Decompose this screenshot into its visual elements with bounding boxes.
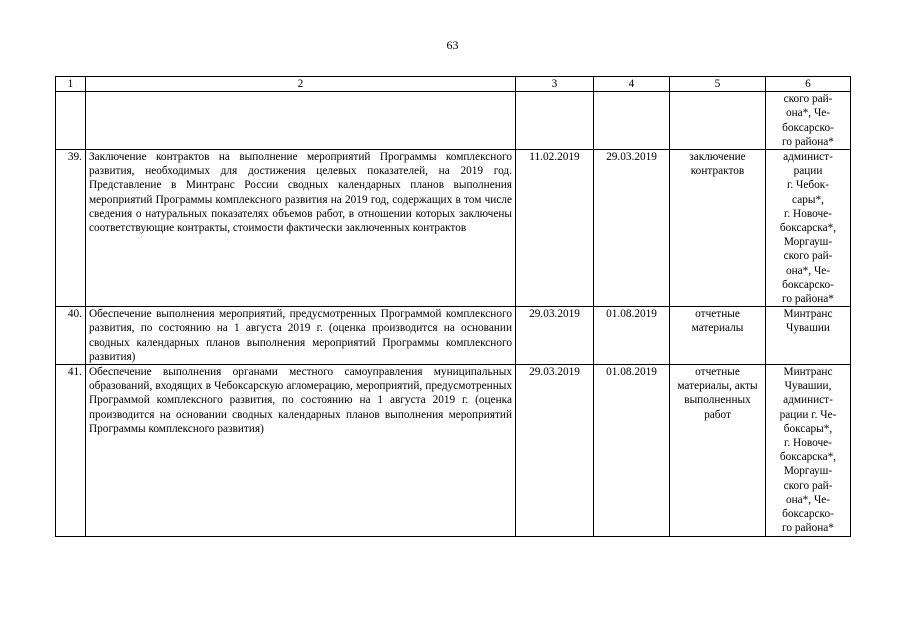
responsible-cell — [766, 150, 851, 307]
table-row — [56, 307, 851, 365]
responsible-line: она*, Че- — [785, 493, 831, 506]
responsible-cell — [766, 307, 851, 365]
completion-form: отчетные материалы, акты выполненных работ — [670, 365, 766, 536]
start-date: 29.03.2019 — [516, 365, 594, 536]
table-row — [56, 365, 851, 536]
end-date-cell — [594, 92, 670, 150]
responsible-line: админист- — [783, 394, 833, 407]
end-date: 29.03.2019 — [594, 150, 670, 307]
responsible-line: ского рай- — [783, 250, 833, 263]
responsible-line: боксарско- — [782, 508, 834, 521]
responsible-line: админист- — [783, 151, 833, 164]
column-header: 4 — [594, 77, 670, 92]
completion-form: отчетные материалы — [670, 307, 766, 365]
responsible-line: боксарска*, — [779, 222, 837, 235]
page-number: 63 — [446, 38, 459, 52]
plan-table — [55, 76, 851, 537]
row-text-cell — [86, 92, 516, 150]
table-row-continuation — [56, 92, 851, 150]
column-header: 2 — [86, 77, 516, 92]
responsible-line: ского рай- — [783, 93, 833, 106]
column-header: 5 — [670, 77, 766, 92]
activity-description: Обеспечение выполнения мероприятий, предусмотренных Программой комплексного развития, по состоянию на 1 августа 2019 г. (оценка производится на основании сводных календарных планов выполнения мероприятий Программы комплексного развития) — [86, 307, 516, 365]
row-number-cell — [56, 92, 86, 150]
responsible-line: Моргауш- — [783, 465, 833, 478]
responsible-cell — [766, 365, 851, 536]
responsible-line: го района* — [782, 135, 834, 148]
completion-form: заключение контрактов — [670, 150, 766, 307]
start-date: 29.03.2019 — [516, 307, 594, 365]
responsible-line: Минтранс — [783, 366, 833, 379]
column-header: 6 — [766, 77, 851, 92]
responsible-line: Минтранс — [783, 308, 833, 321]
column-header-row — [56, 77, 851, 92]
responsible-line: ского рай- — [783, 479, 833, 492]
responsible-line: Чувашии, — [784, 380, 832, 393]
activity-description: Заключение контрактов на выполнение мероприятий Программы комплексного развития, необходимых для достижения целевых показателей, на 2019 год. Представление в Минтранс России сводных календарных планов выполнения мероприятий Программы комплексного развития на 2019 год, содержащих в том числе сведения о натуральных показателях объемов работ, в отношении которых заключены соответствующие контракты, стоимости фактически заключенных контрактов — [86, 150, 516, 307]
responsible-line: г. Чебок- — [786, 179, 829, 192]
column-header: 1 — [56, 77, 86, 92]
responsible-line: рации — [793, 165, 823, 178]
responsible-line: го района* — [782, 522, 834, 535]
responsible-line: она*, Че- — [785, 264, 831, 277]
end-date: 01.08.2019 — [594, 307, 670, 365]
responsible-line: г. Новоче- — [784, 207, 832, 220]
completion-form-cell — [670, 92, 766, 150]
responsible-line: она*, Че- — [785, 107, 831, 120]
start-date-cell — [516, 92, 594, 150]
start-date: 11.02.2019 — [516, 150, 594, 307]
responsible-line: боксары*, — [783, 422, 833, 435]
responsible-line: Моргауш- — [783, 236, 833, 249]
responsible-line: рации г. Че- — [779, 408, 837, 421]
responsible-line: боксарско- — [782, 278, 834, 291]
table-row — [56, 150, 851, 307]
row-number: 40. — [56, 307, 86, 365]
responsible-line: Чувашии — [786, 322, 830, 335]
responsible-line: г. Новоче- — [784, 437, 832, 450]
row-number: 39. — [56, 150, 86, 307]
activity-description: Обеспечение выполнения органами местного самоуправления муниципальных образований, входящих в Чебоксарскую агломерацию, мероприятий, предусмотренных Программой комплексного развития, по состоянию на 1 августа 2019 г. (оценка производится на основании сводных календарных планов выполнения мероприятий Программы комплексного развития) — [86, 365, 516, 536]
responsible-cell — [766, 92, 851, 150]
responsible-line: боксарска*, — [779, 451, 837, 464]
responsible-line: сары*, — [792, 193, 824, 206]
responsible-line: боксарско- — [782, 121, 834, 134]
responsible-line: го района* — [782, 293, 834, 306]
column-header: 3 — [516, 77, 594, 92]
end-date: 01.08.2019 — [594, 365, 670, 536]
row-number: 41. — [56, 365, 86, 536]
